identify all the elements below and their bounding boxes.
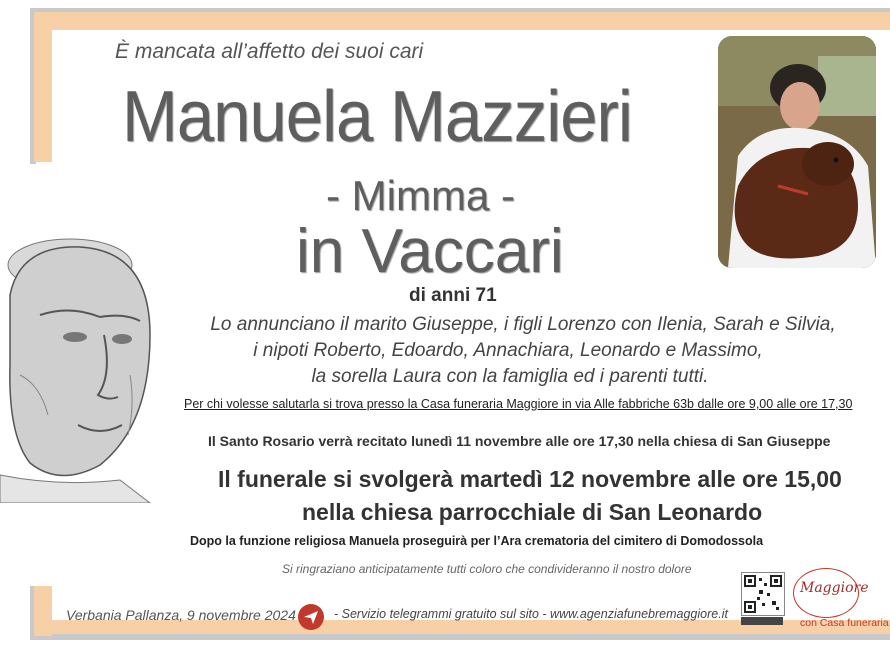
frame-shadow-bottom: [34, 634, 890, 640]
frame-left: [34, 12, 52, 162]
deceased-photo: [718, 36, 876, 268]
married-name: in Vaccari: [296, 217, 564, 286]
funerary-label: con Casa funeraria: [800, 617, 889, 629]
telegram-service-link[interactable]: - Servizio telegrammi gratuito sul sito - www.agenziafunebremaggiore.it: [334, 607, 728, 621]
deceased-name: Manuela Mazzieri: [122, 77, 632, 157]
announcement-line-1: Lo annunciano il marito Giuseppe, i figli Lorenzo con Ilenia, Sarah e Silvia,: [210, 314, 836, 335]
qr-label-bar: [741, 617, 783, 625]
pope-portrait-image: [0, 225, 180, 503]
qr-code-icon[interactable]: [741, 572, 785, 616]
funeral-info-line-1: Il funerale si svolgerà martedì 12 novembre alle ore 15,00: [218, 466, 842, 492]
age: di anni 71: [409, 285, 497, 306]
paper-plane-icon[interactable]: [298, 604, 324, 630]
intro-text: È mancata all’affetto dei suoi cari: [115, 40, 424, 63]
logo-text: Maggiore: [800, 580, 869, 596]
nickname: - Mimma -: [326, 172, 515, 219]
cremation-info: Dopo la funzione religiosa Manuela proseguirà per l’Ara crematoria del cimitero di Domodossola: [190, 534, 764, 548]
place-date: Verbania Pallanza, 9 novembre 2024: [66, 607, 296, 623]
announcement-line-3: la sorella Laura con la famiglia ed i parenti tutti.: [311, 366, 709, 387]
frame-top: [34, 12, 890, 30]
frame-left-bottom: [34, 586, 52, 636]
rosary-info: Il Santo Rosario verrà recitato lunedì 11 novembre alle ore 17,30 nella chiesa di San Giuseppe: [208, 433, 831, 449]
thanks-text: Si ringraziano anticipatamente tutti coloro che condivideranno il nostro dolore: [282, 562, 692, 576]
announcement-line-2: i nipoti Roberto, Edoardo, Annachiara, Leonardo e Massimo,: [253, 340, 763, 361]
funeral-info-line-2: nella chiesa parrocchiale di San Leonardo: [302, 499, 763, 525]
visitation-info: Per chi volesse salutarla si trova presso la Casa funeraria Maggiore in via Alle fabbriche 63b dalle ore 9,00 alle ore 17,30: [184, 397, 853, 411]
